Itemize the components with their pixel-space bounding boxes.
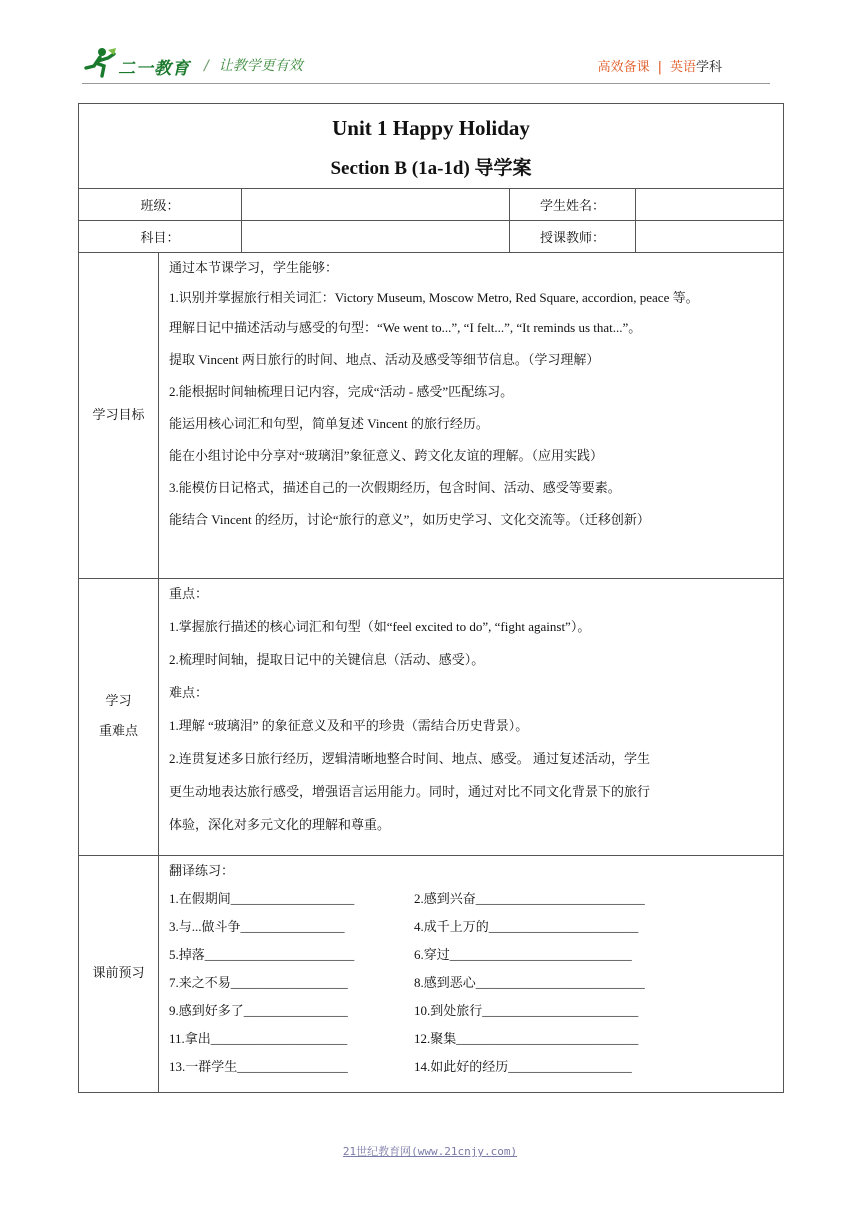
translation-item[interactable]: 6.穿过____________________________: [414, 947, 632, 962]
header-divider: [82, 83, 770, 84]
key-points-content: [159, 579, 784, 856]
objective-line: 1.识别并掌握旅行相关词汇：Victory Museum, Moscow Metro, Red Square, accordion, peace 等。: [169, 290, 699, 305]
translation-item[interactable]: 11.拿出_____________________: [169, 1031, 348, 1046]
objective-line: 理解日记中描述活动与感受的句型：“We went to...”, “I felt...”, “It reminds us that...”。: [169, 320, 642, 335]
translation-item[interactable]: 9.感到好多了________________: [169, 1003, 348, 1018]
student-name-field[interactable]: [636, 189, 784, 221]
key-points-label: [79, 579, 159, 856]
logo-text: 二一教育: [118, 59, 190, 79]
header-subject-a: 英语: [669, 60, 696, 75]
translation-item[interactable]: 2.感到兴奋__________________________: [414, 891, 645, 906]
section-title: Section B (1a-1d) 导学案: [330, 158, 532, 179]
unit-title: Unit 1 Happy Holiday: [332, 116, 530, 140]
translation-item[interactable]: 8.感到恶心__________________________: [414, 975, 645, 990]
key-point-line: 1.掌握旅行描述的核心词汇和句型（如“feel excited to do”, “fight against”）。: [169, 619, 591, 634]
preview-row: [169, 1030, 773, 1048]
translation-item[interactable]: 1.在假期间___________________: [169, 891, 355, 906]
header-subject: [598, 56, 722, 75]
header-left-label: 高效备课: [597, 60, 650, 75]
footer-link[interactable]: 21世纪教育网(www.21cnjy.com): [342, 1145, 518, 1158]
subject-label: 科目：: [79, 221, 242, 253]
objective-line: 通过本节课学习，学生能够：: [169, 260, 339, 275]
slogan-slash: /: [204, 58, 209, 74]
key-point-line: 体验，深化对多元文化的理解和尊重。: [169, 817, 391, 832]
class-field[interactable]: [242, 189, 510, 221]
objective-line: 能结合 Vincent 的经历，讨论“旅行的意义”，如历史学习、文化交流等。（迁移创新）: [169, 512, 650, 527]
preview-row: [169, 918, 773, 936]
key-point-line: 更生动地表达旅行感受，增强语言运用能力。同时，通过对比不同文化背景下的旅行: [169, 784, 651, 799]
teacher-label: 授课教师：: [510, 221, 636, 253]
preview-row: [169, 890, 773, 908]
translation-item[interactable]: 13.一群学生_________________: [169, 1059, 348, 1074]
header-separator: |: [657, 60, 662, 75]
class-label: 班级：: [79, 189, 242, 221]
objective-line: 提取 Vincent 两日旅行的时间、地点、活动及感受等细节信息。（学习理解）: [169, 352, 600, 367]
preview-row: [169, 974, 773, 992]
student-name-label: 学生姓名：: [510, 189, 636, 221]
objective-line: 能在小组讨论中分享对“玻璃泪”象征意义、跨文化友谊的理解。（应用实践）: [169, 448, 604, 463]
preview-row: [169, 946, 773, 964]
teacher-field[interactable]: [636, 221, 784, 253]
objectives-content: [159, 253, 784, 579]
preview-label: 课前预习: [79, 856, 159, 1093]
preview-row: [169, 1002, 773, 1020]
runner-logo-icon: [82, 46, 118, 80]
slogan-text: 让教学更有效: [218, 58, 303, 74]
translation-item[interactable]: 12.聚集____________________________: [414, 1031, 639, 1046]
translation-item[interactable]: 5.掉落_______________________: [169, 947, 355, 962]
objectives-label: 学习目标: [79, 253, 159, 579]
header-subject-b: 学科: [695, 60, 722, 75]
key-point-line: 2.梳理时间轴，提取日记中的关键信息（活动、感受）。: [169, 652, 485, 667]
logo: [82, 46, 192, 80]
objective-line: 2.能根据时间轴梳理日记内容，完成“活动 - 感受”匹配练习。: [169, 384, 514, 399]
translation-item[interactable]: 4.成千上万的_______________________: [414, 919, 639, 934]
objective-line: 3.能模仿日记格式，描述自己的一次假期经历，包含时间、活动、感受等要素。: [169, 480, 621, 495]
translation-item[interactable]: 10.到处旅行________________________: [414, 1003, 639, 1018]
slogan: [204, 55, 303, 75]
key-point-line: 难点：: [169, 685, 209, 700]
subject-field[interactable]: [242, 221, 510, 253]
translation-item[interactable]: 3.与...做斗争________________: [169, 919, 345, 934]
key-point-line: 2.连贯复述多日旅行经历，逻辑清晰地整合时间、地点、感受。 通过复述活动，学生: [169, 751, 651, 766]
title-cell: [79, 104, 784, 189]
translation-item[interactable]: 7.来之不易__________________: [169, 975, 348, 990]
page-header: [82, 46, 782, 82]
key-point-line: 重点：: [169, 586, 209, 601]
objective-line: 能运用核心词汇和句型，简单复述 Vincent 的旅行经历。: [169, 416, 489, 431]
preview-content: [159, 856, 784, 1093]
preview-row: [169, 1058, 773, 1076]
preview-heading: 翻译练习：: [169, 863, 235, 878]
key-points-label-line1: 学习: [105, 694, 132, 709]
key-points-label-line2: 重难点: [98, 724, 138, 739]
key-point-line: 1.理解 “玻璃泪” 的象征意义及和平的珍贵（需结合历史背景）。: [169, 718, 529, 733]
lesson-table: [78, 103, 784, 1093]
translation-item[interactable]: 14.如此好的经历___________________: [414, 1059, 632, 1074]
